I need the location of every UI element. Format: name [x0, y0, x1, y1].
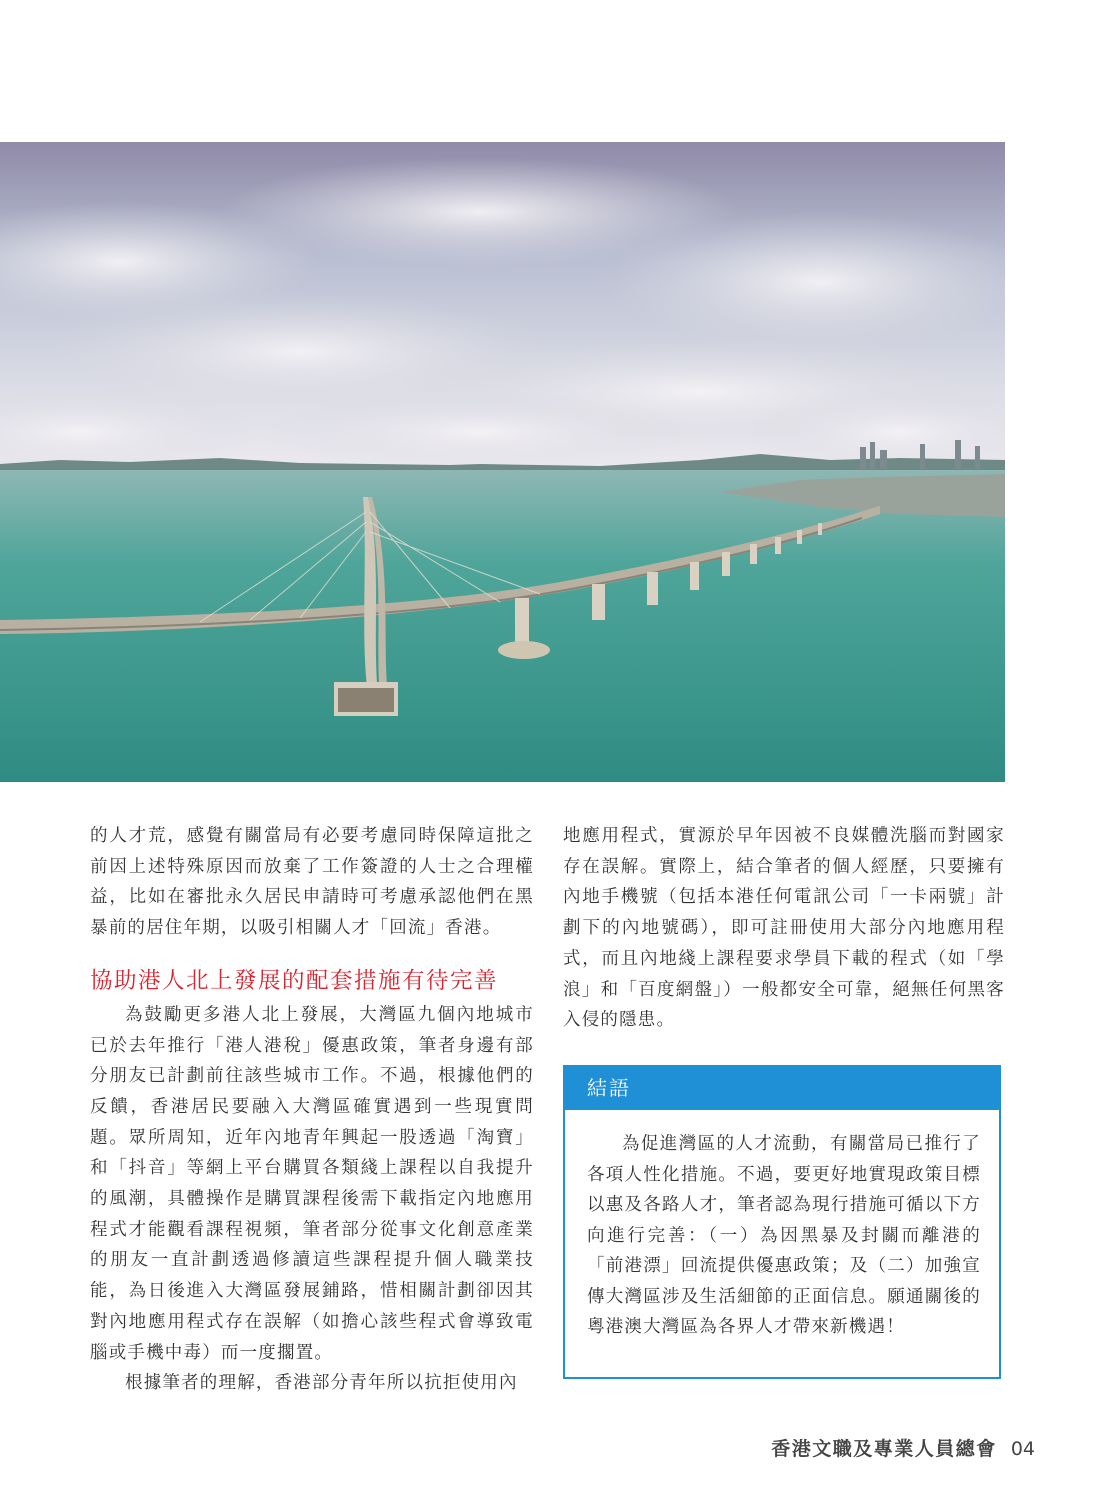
left-paragraph-2: 為鼓勵更多港人北上發展，大灣區九個內地城市已於去年推行「港人港稅」優惠政策，筆者身邊有部分朋友已計劃前往該些城市工作。不過，根據他們的反饋，香港居民要融入大灣區確實遇到一些現實問題。眾所周知，近年內地青年興起一股透過「淘寶」和「抖音」等網上平台購買各類綫上課程以自我提升的風潮，具體操作是購買課程後需下載指定內地應用程式才能觀看課程視頻，筆者部分從事文化創意產業的朋友一直計劃透過修讀這些課程提升個人職業技能，為日後進入大灣區發展鋪路，惜相關計劃卻因其對內地應用程式存在誤解（如擔心該些程式會導致電腦或手機中毒）而一度擱置。: [90, 1004, 534, 1363]
conclusion-body: 為促進灣區的人才流動，有關當局已推行了各項人性化措施。不過，要更好地實現政策目標以惠及各路人才，筆者認為現行措施可循以下方向進行完善：（一）為因黑暴及封關而離港的「前港漂」回流提供優惠政策；及（二）加強宣傳大灣區涉及生活細節的正面信息。願通關後的粵港澳大灣區為各界人才帶來新機遇！: [587, 1134, 981, 1337]
right-column: [563, 821, 1005, 1036]
section-heading: 協助港人北上發展的配套措施有待完善: [90, 967, 499, 994]
footer-org: 香港文職及專業人員總會: [771, 1438, 997, 1460]
left-column: [90, 821, 534, 1399]
page-footer: [771, 1434, 1035, 1461]
left-paragraph-1: 的人才荒，感覺有關當局有必要考慮同時保障這批之前因上述特殊原因而放棄了工作簽證的人士之合理權益，比如在審批永久居民申請時可考慮承認他們在黑暴前的居住年期，以吸引相關人才「回流」香港。: [90, 826, 534, 939]
bridge-landscape-photo: [0, 142, 1005, 782]
conclusion-title: 結語: [565, 1067, 999, 1110]
page-number: 04: [1010, 1438, 1035, 1460]
right-paragraph-1: 地應用程式，實源於早年因被不良媒體洗腦而對國家存在誤解。實際上，結合筆者的個人經歷，只要擁有內地手機號（包括本港任何電訊公司「一卡兩號」計劃下的內地號碼），即可註冊使用大部分內地應用程式，而且內地綫上課程要求學員下載的程式（如「學浪」和「百度網盤」）一般都安全可靠，絕無任何黑客入侵的隱患。: [563, 826, 1005, 1031]
conclusion-box: [563, 1065, 1001, 1379]
left-paragraph-3: 根據筆者的理解，香港部分青年所以抗拒使用內: [125, 1373, 518, 1394]
